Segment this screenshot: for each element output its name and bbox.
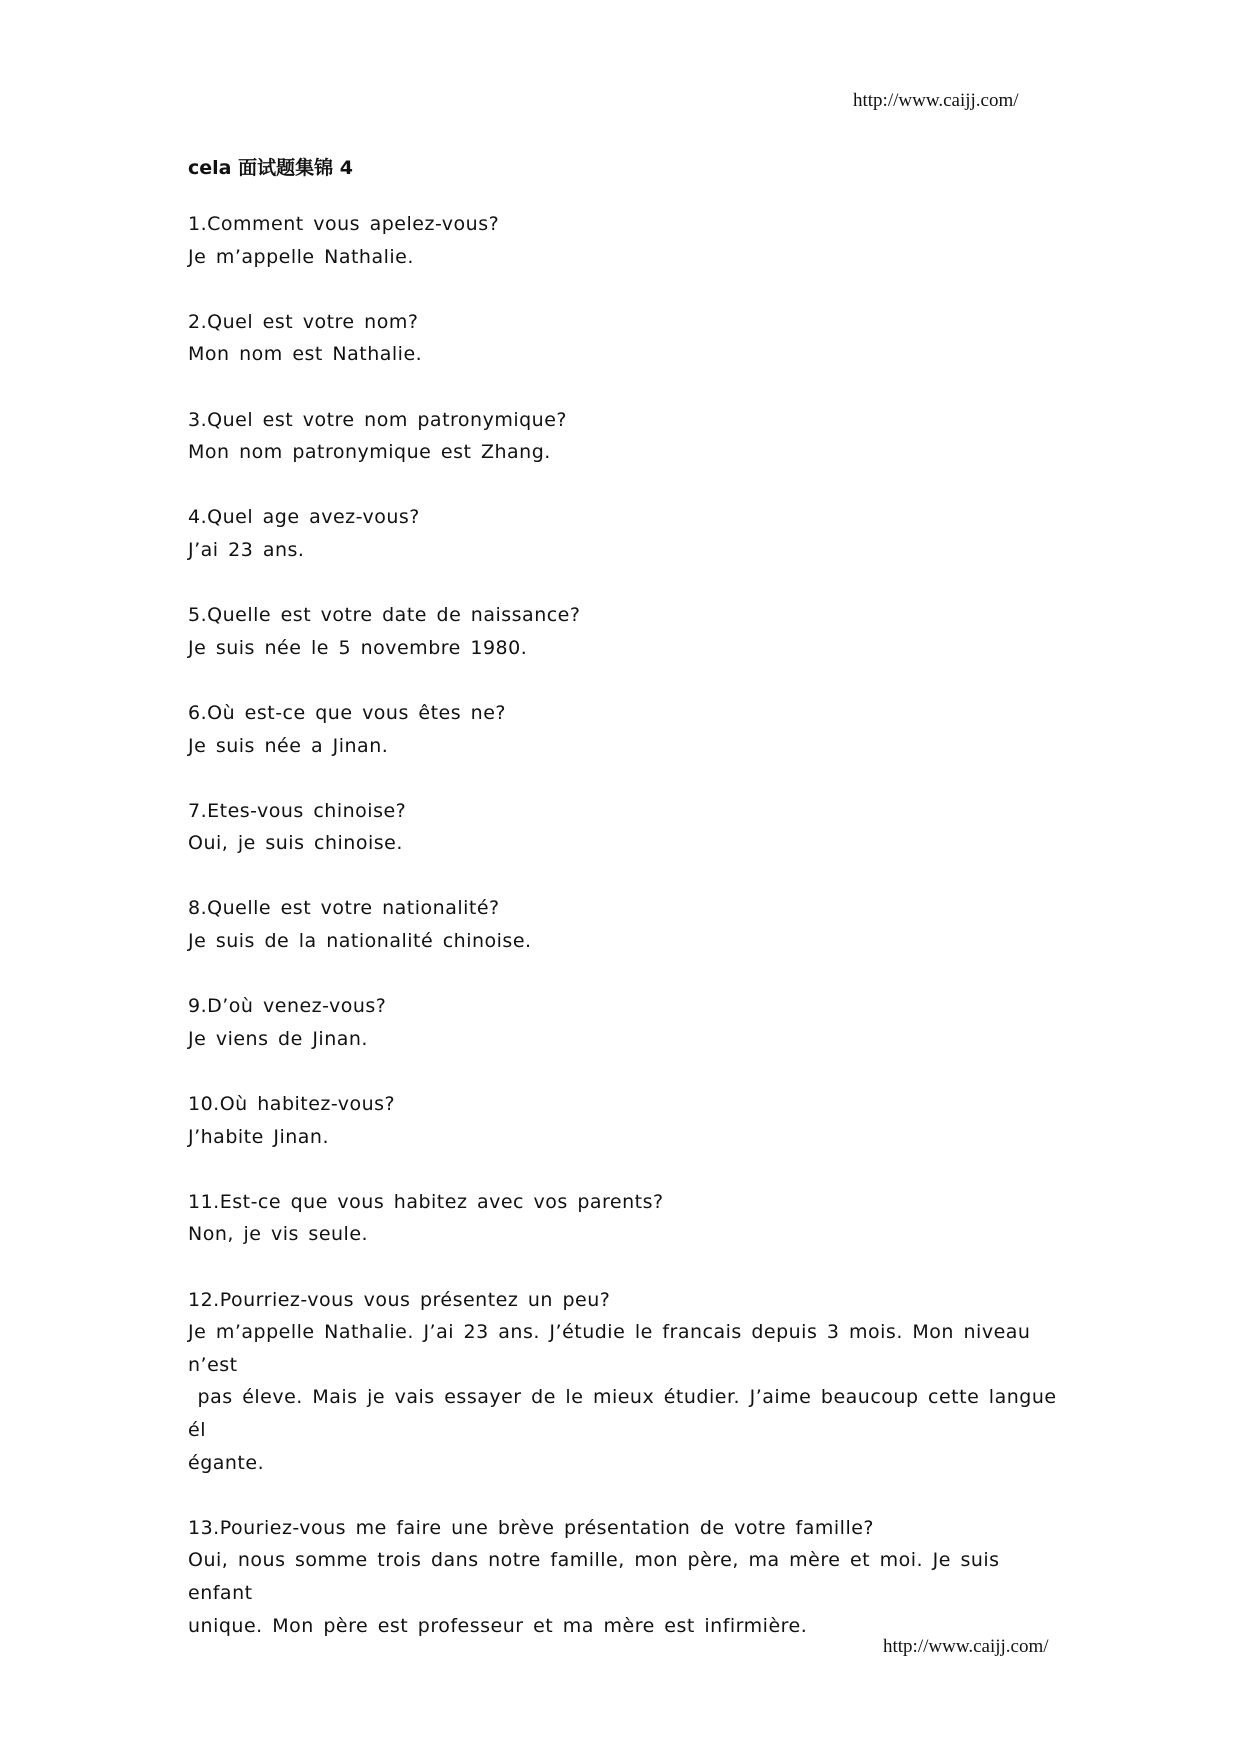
answer: Je suis née le 5 novembre 1980.: [188, 636, 528, 659]
question: 9.D’où venez-vous?: [188, 995, 387, 1018]
question: 8.Quelle est votre nationalité?: [188, 897, 500, 920]
qa-item-11: [188, 1186, 1068, 1251]
question: 12.Pourriez-vous vous présentez un peu?: [188, 1288, 611, 1311]
answer: Non, je vis seule.: [188, 1223, 369, 1246]
answer: Oui, nous somme trois dans notre famille, mon père, ma mère et moi. Je suis enfant: [188, 1549, 1010, 1604]
answer: égante.: [188, 1451, 265, 1474]
question: 4.Quel age avez-vous?: [188, 506, 420, 529]
answer: Je suis née a Jinan.: [188, 734, 389, 757]
answer: unique. Mon père est professeur et ma mère est infirmière.: [188, 1614, 808, 1637]
qa-list: [188, 208, 1068, 1675]
answer: Oui, je suis chinoise.: [188, 832, 403, 855]
answer: J’habite Jinan.: [188, 1125, 329, 1148]
qa-item-12: [188, 1284, 1068, 1480]
question: 1.Comment vous apelez-vous?: [188, 213, 500, 235]
qa-item-9: [188, 990, 1068, 1055]
qa-item-10: [188, 1088, 1068, 1153]
qa-item-2: [188, 306, 1068, 371]
qa-item-8: [188, 892, 1068, 957]
qa-item-13: [188, 1512, 1068, 1642]
qa-item-4: [188, 501, 1068, 566]
document-title: cela 面试题集锦 4: [188, 157, 353, 179]
answer: Je viens de Jinan.: [188, 1027, 368, 1050]
question: 5.Quelle est votre date de naissance?: [188, 604, 581, 627]
answer: J’ai 23 ans.: [188, 538, 305, 561]
question: 7.Etes-vous chinoise?: [188, 799, 407, 822]
question: 6.Où est-ce que vous êtes ne?: [188, 701, 506, 724]
question: 10.Où habitez-vous?: [188, 1093, 396, 1116]
question: 11.Est-ce que vous habitez avec vos parents?: [188, 1190, 664, 1213]
header-url: http://www.caijj.com/: [853, 90, 1019, 111]
question: 2.Quel est votre nom?: [188, 310, 419, 333]
answer: Je suis de la nationalité chinoise.: [188, 930, 532, 953]
qa-item-6: [188, 697, 1068, 762]
qa-item-1: [188, 208, 1068, 273]
qa-item-3: [188, 404, 1068, 469]
footer-url: http://www.caijj.com/: [883, 1636, 1049, 1657]
answer: Je m’appelle Nathalie.: [188, 245, 414, 268]
question: 3.Quel est votre nom patronymique?: [188, 408, 567, 431]
qa-item-5: [188, 599, 1068, 664]
question: 13.Pouriez-vous me faire une brève présentation de votre famille?: [188, 1516, 874, 1539]
answer: Je m’appelle Nathalie. J’ai 23 ans. J’étudie le francais depuis 3 mois. Mon niveau n’est: [188, 1321, 1040, 1376]
answer: Mon nom patronymique est Zhang.: [188, 441, 551, 464]
qa-item-7: [188, 795, 1068, 860]
answer: pas éleve. Mais je vais essayer de le mieux étudier. J’aime beaucoup cette langue él: [188, 1386, 1067, 1441]
answer: Mon nom est Nathalie.: [188, 343, 423, 366]
